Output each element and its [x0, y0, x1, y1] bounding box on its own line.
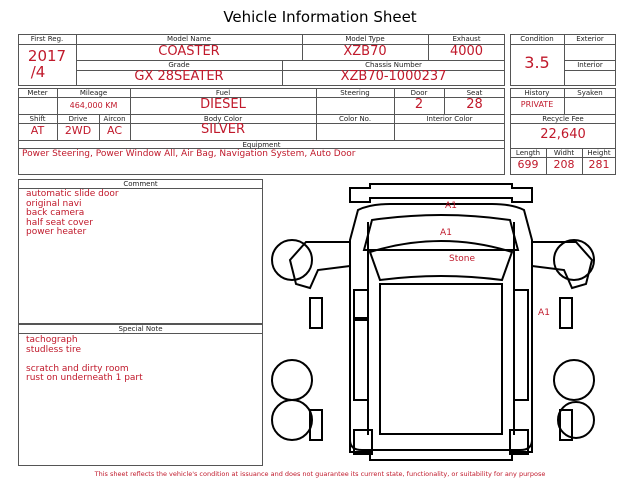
comment-text: automatic slide door original navi back camera half seat cover power heater [26, 189, 119, 237]
width-value: 208 [553, 158, 575, 171]
mark-hood: A1 [440, 228, 452, 238]
condition-value: 3.5 [524, 53, 550, 72]
right-mirror [532, 242, 592, 288]
height-value: 281 [588, 158, 610, 171]
shift-label: Shift [29, 115, 46, 123]
body-color-label: Body Color [203, 115, 243, 123]
recycle-fee-label: Recycle Fee [542, 115, 584, 123]
body-color-value: SILVER [200, 122, 246, 137]
equipment-label: Equipment [242, 141, 281, 149]
aircon-label: Aircon [103, 115, 126, 123]
width-label: Widht [553, 149, 575, 157]
chassis-number-label: Chassis Number [365, 61, 422, 69]
special-note-text: tachograph studless tire scratch and dirty room rust on underneath 1 part [26, 335, 143, 383]
door-label: Door [410, 89, 428, 97]
special-note-label: Special Note [118, 325, 163, 333]
history-label: History [524, 89, 550, 97]
mark-right-side: A1 [538, 308, 550, 318]
steering-label: Steering [340, 89, 370, 97]
first-reg-year: 2017 [27, 47, 67, 65]
model-type-label: Model Type [345, 35, 385, 43]
drive-value: 2WD [64, 124, 92, 137]
door-value: 2 [414, 97, 424, 112]
fuel-label: Fuel [215, 89, 231, 97]
length-label: Length [515, 149, 541, 157]
windshield [370, 241, 512, 280]
wheel-rear-left [272, 360, 312, 400]
wheel-rear-right [554, 360, 594, 400]
page-title: Vehicle Information Sheet [223, 8, 417, 26]
exhaust-value: 4000 [449, 44, 484, 59]
grade-value: GX 28SEATER [134, 69, 224, 84]
seat-value: 28 [466, 97, 483, 112]
equipment-value: Power Steering, Power Window All, Air Bag, Navigation System, Auto Door [22, 149, 356, 159]
mileage-value: 464,000 KM [69, 101, 118, 110]
shift-value: AT [30, 124, 45, 137]
wheel-back-right [558, 402, 594, 438]
mileage-label: Mileage [79, 89, 108, 97]
mark-windshield: Stone [449, 254, 475, 264]
exterior-label: Exterior [576, 35, 604, 43]
length-value: 699 [517, 158, 539, 171]
fuel-value: DIESEL [200, 97, 246, 112]
comment-label: Comment [123, 180, 158, 188]
mark-front: A1 [445, 201, 457, 211]
history-value: PRIVATE [520, 100, 554, 109]
syaken-label: Syaken [577, 89, 603, 97]
interior-color-label: Interior Color [426, 115, 473, 123]
recycle-fee-value: 22,640 [540, 127, 586, 142]
condition-label: Condition [520, 35, 554, 43]
wheel-front-left [272, 240, 312, 280]
first-reg-month: /4 [30, 63, 46, 81]
roof-panel [380, 284, 502, 434]
wheel-front-right [554, 240, 594, 280]
model-type-value: XZB70 [343, 44, 387, 59]
chassis-number-value: XZB70-1000237 [340, 69, 447, 84]
model-name-value: COASTER [158, 44, 220, 59]
left-mirror [290, 242, 350, 288]
grade-label: Grade [168, 61, 190, 69]
seat-label: Seat [466, 89, 483, 97]
height-label: Height [587, 149, 611, 157]
meter-label: Meter [27, 89, 48, 97]
aircon-value: AC [106, 124, 122, 137]
exhaust-label: Exhaust [452, 35, 481, 43]
wheel-back-left [272, 400, 312, 440]
first-reg-label: First Reg. [30, 35, 64, 43]
color-no-label: Color No. [338, 115, 372, 123]
interior-label: Interior [577, 61, 603, 69]
drive-label: Drive [68, 115, 88, 123]
model-name-label: Model Name [167, 35, 211, 43]
front-bumper [350, 184, 532, 202]
vehicle-diagram [270, 180, 610, 470]
disclaimer: This sheet reflects the vehicle's condition at issuance and does not guarantee its current state, functionality, or suitability for any purpose [94, 470, 546, 478]
